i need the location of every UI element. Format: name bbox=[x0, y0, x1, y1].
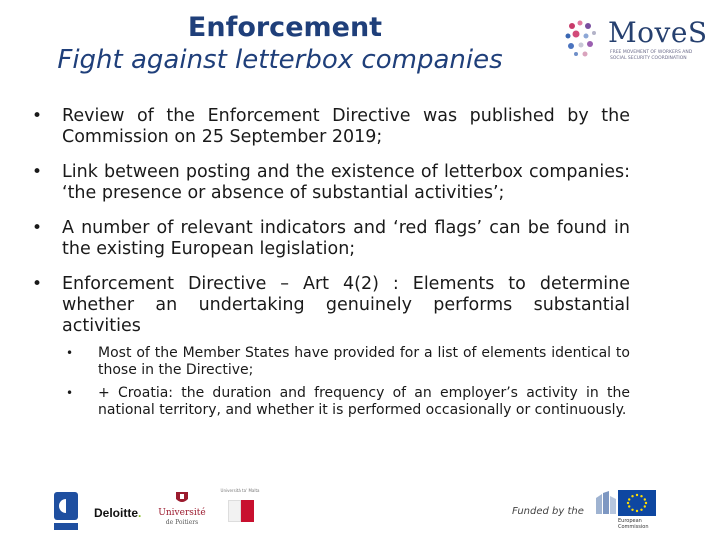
bullet-text: Link between posting and the existence of letterbox companies: ‘the presence or absence of substantial activities’; bbox=[62, 162, 630, 203]
bullet-marker: • bbox=[32, 162, 43, 182]
bullet-text: Review of the Enforcement Directive was published by the Commission on 25 September 2019; bbox=[62, 106, 630, 147]
moves-logo-wordmark: MoveS bbox=[608, 16, 708, 49]
university-name-line2: de Poitiers bbox=[165, 519, 199, 526]
malta-flag-icon bbox=[228, 500, 254, 522]
list-item bbox=[32, 106, 630, 148]
sub-bullet-marker: • bbox=[66, 386, 74, 400]
deloitte-wordmark: Deloitte bbox=[94, 506, 139, 520]
sub-list-item bbox=[62, 345, 630, 379]
european-commission-logo bbox=[594, 488, 660, 538]
deloitte-dot-icon: . bbox=[138, 506, 142, 520]
sub-bullet-text: Most of the Member States have provided for a list of elements identical to those in the Directive; bbox=[98, 345, 630, 378]
slide-title-block bbox=[0, 12, 570, 76]
slide-title: Enforcement bbox=[187, 12, 383, 43]
university-name-line1: Université bbox=[158, 508, 206, 518]
sub-bullet-text: + Croatia: the duration and frequency of an employer’s activity in the national territory, and whether it is performed occasionally or continuously. bbox=[98, 385, 630, 418]
sub-list bbox=[62, 345, 630, 419]
sub-bullet-marker: • bbox=[66, 346, 74, 360]
eu-flag-icon bbox=[618, 490, 656, 516]
bullet-marker: • bbox=[32, 218, 43, 238]
bullet-marker: • bbox=[32, 274, 43, 294]
university-logo bbox=[154, 490, 210, 534]
university-name bbox=[154, 508, 210, 528]
list-item bbox=[32, 162, 630, 204]
moves-logo bbox=[562, 14, 708, 66]
footer-logos bbox=[0, 486, 720, 540]
bullet-text: Enforcement Directive – Art 4(2) : Elements to determine whether an undertaking genuinely performs substantial activities bbox=[62, 274, 630, 336]
list-item bbox=[32, 218, 630, 260]
slide-content bbox=[32, 106, 630, 425]
malta-flag-white bbox=[228, 500, 241, 522]
university-crest-icon bbox=[174, 490, 190, 506]
moves-logo-icon bbox=[562, 18, 604, 62]
funded-by-text: Funded by the bbox=[512, 506, 584, 517]
bullet-marker: • bbox=[32, 106, 43, 126]
malta-caption: Università ta' Malta bbox=[220, 488, 260, 493]
ec-building-icon bbox=[594, 490, 618, 516]
slide-subtitle: Fight against letterbox companies bbox=[57, 45, 503, 75]
ec-caption: European Commission bbox=[618, 518, 649, 530]
bullet-text: A number of relevant indicators and ‘red flags’ can be found in the existing European legislation; bbox=[62, 218, 630, 259]
deloitte-logo bbox=[94, 506, 141, 520]
list-item bbox=[32, 274, 630, 337]
eu-stars-icon bbox=[618, 490, 656, 516]
malta-university-logo bbox=[218, 488, 262, 536]
malta-flag-red bbox=[241, 500, 254, 522]
eu-institute-logo-icon bbox=[50, 490, 82, 534]
sub-list-item bbox=[62, 385, 630, 419]
moves-logo-tagline: FREE MOVEMENT OF WORKERS AND SOCIAL SECURITY COORDINATION bbox=[610, 50, 693, 61]
